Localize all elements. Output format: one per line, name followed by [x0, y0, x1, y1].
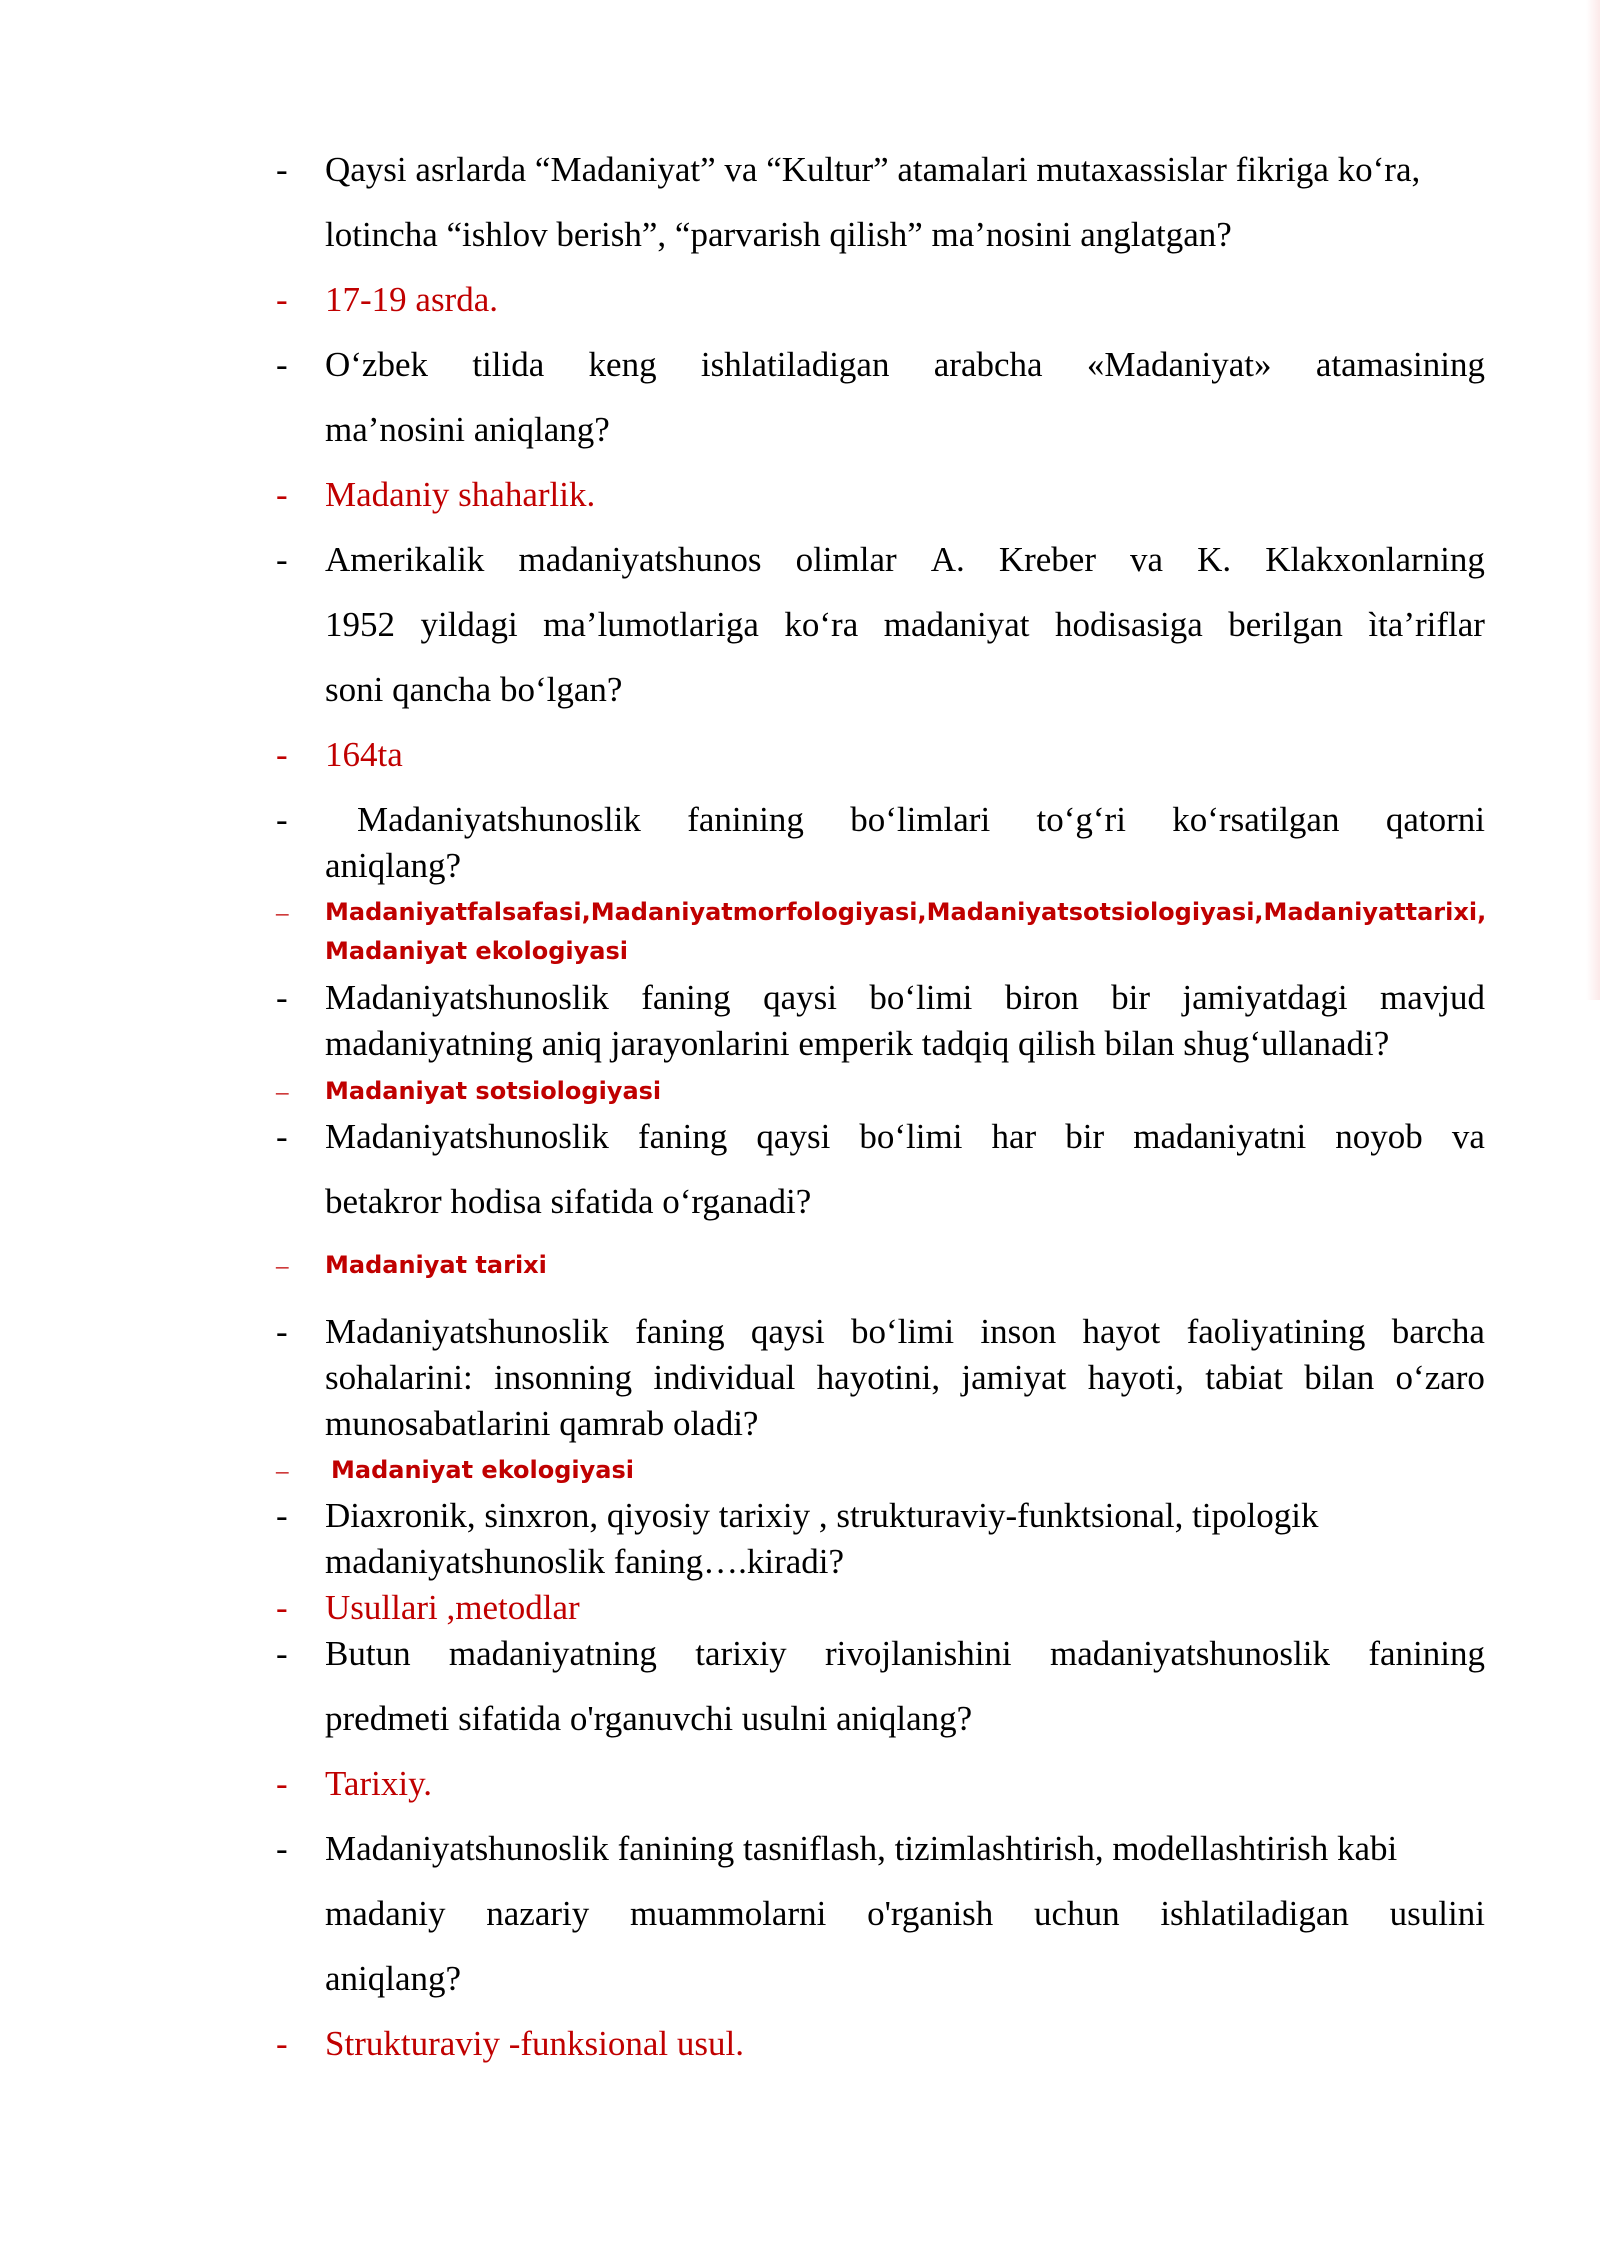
answer-text: 164ta: [325, 735, 403, 774]
list-bullet: -: [276, 2024, 288, 2063]
answer-text: Madaniyat sotsiologiyasi: [325, 1077, 662, 1105]
question-text: Madaniyatshunoslik faning qaysi bo‘limi biron bir jamiyatdagi mavjud: [325, 978, 1485, 1017]
list-bullet: –: [276, 900, 289, 927]
list-bullet: -: [276, 1634, 288, 1673]
question-text: madaniyatshunoslik faning….kiradi?: [325, 1542, 845, 1581]
list-bullet: -: [276, 1496, 288, 1535]
list-bullet: –: [276, 1079, 289, 1106]
answer-text: Usullari ,metodlar: [325, 1588, 580, 1627]
question-text: ma’nosini aniqlang?: [325, 410, 610, 449]
answer-text: Madaniyat tarixi: [325, 1251, 547, 1279]
question-text: soni qancha bo‘lgan?: [325, 670, 623, 709]
list-bullet: -: [276, 1829, 288, 1868]
question-text: Diaxronik, sinxron, qiyosiy tarixiy , strukturaviy-funktsional, tipologik: [325, 1496, 1319, 1535]
question-text: madaniyatning aniq jarayonlarini emperik tadqiq qilish bilan shug‘ullanadi?: [325, 1024, 1390, 1063]
list-bullet: -: [276, 150, 288, 189]
question-text: Butun madaniyatning tarixiy rivojlanishini madaniyatshunoslik fanining: [325, 1634, 1485, 1673]
list-bullet: –: [276, 1253, 289, 1280]
question-text: aniqlang?: [325, 846, 462, 885]
answer-text: 17-19 asrda.: [325, 280, 499, 319]
page-edge-tint: [1586, 0, 1600, 1000]
question-text: betakror hodisa sifatida o‘rganadi?: [325, 1182, 812, 1221]
list-bullet: -: [276, 280, 288, 319]
question-text: 1952 yildagi ma’lumotlariga ko‘ra madaniyat hodisasiga berilgan ìta’riflar: [325, 605, 1485, 644]
answer-text: Madaniyat ekologiyasi: [325, 937, 628, 965]
list-bullet: –: [276, 1458, 289, 1485]
question-text: Madaniyatshunoslik faning qaysi bo‘limi har bir madaniyatni noyob va: [325, 1117, 1485, 1156]
answer-text: Madaniy shaharlik.: [325, 475, 596, 514]
question-text: O‘zbek tilida keng ishlatiladigan arabcha «Madaniyat» atamasining: [325, 345, 1485, 384]
question-text: sohalarini: insonning individual hayotini, jamiyat hayoti, tabiat bilan o‘zaro: [325, 1358, 1485, 1397]
question-text: Qaysi asrlarda “Madaniyat” va “Kultur” atamalari mutaxassislar fikriga ko‘ra,: [325, 150, 1421, 189]
list-bullet: -: [276, 1588, 288, 1627]
list-bullet: -: [276, 1764, 288, 1803]
question-text: munosabatlarini qamrab oladi?: [325, 1404, 759, 1443]
question-text: madaniy nazariy muammolarni o'rganish uchun ishlatiladigan usulini: [325, 1894, 1485, 1933]
list-bullet: -: [276, 475, 288, 514]
question-text: predmeti sifatida o'rganuvchi usulni aniqlang?: [325, 1699, 973, 1738]
list-bullet: -: [276, 1117, 288, 1156]
list-bullet: -: [276, 540, 288, 579]
list-bullet: -: [276, 345, 288, 384]
answer-text: Tarixiy.: [325, 1764, 433, 1803]
question-text: Madaniyatshunoslik fanining bo‘limlari to‘g‘ri ko‘rsatilgan qatorni: [357, 800, 1485, 839]
question-text: Amerikalik madaniyatshunos olimlar A. Kreber va K. Klakxonlarning: [325, 540, 1485, 579]
answer-text: Madaniyat ekologiyasi: [331, 1456, 634, 1484]
list-bullet: -: [276, 735, 288, 774]
answer-text: Madaniyat falsafasi, Madaniyat morfologiyasi, Madaniyat sotsiologiyasi, Madaniyat tarixi,: [325, 898, 1487, 926]
question-text: Madaniyatshunoslik fanining tasniflash, tizimlashtirish, modellashtirish kabi: [325, 1829, 1398, 1868]
question-text: Madaniyatshunoslik faning qaysi bo‘limi inson hayot faoliyatining barcha: [325, 1312, 1485, 1351]
question-text: lotincha “ishlov berish”, “parvarish qilish” ma’nosini anglatgan?: [325, 215, 1232, 254]
answer-text: Strukturaviy -funksional usul.: [325, 2024, 744, 2063]
list-bullet: -: [276, 800, 288, 839]
question-text: aniqlang?: [325, 1959, 462, 1998]
list-bullet: -: [276, 978, 288, 1017]
list-bullet: -: [276, 1312, 288, 1351]
